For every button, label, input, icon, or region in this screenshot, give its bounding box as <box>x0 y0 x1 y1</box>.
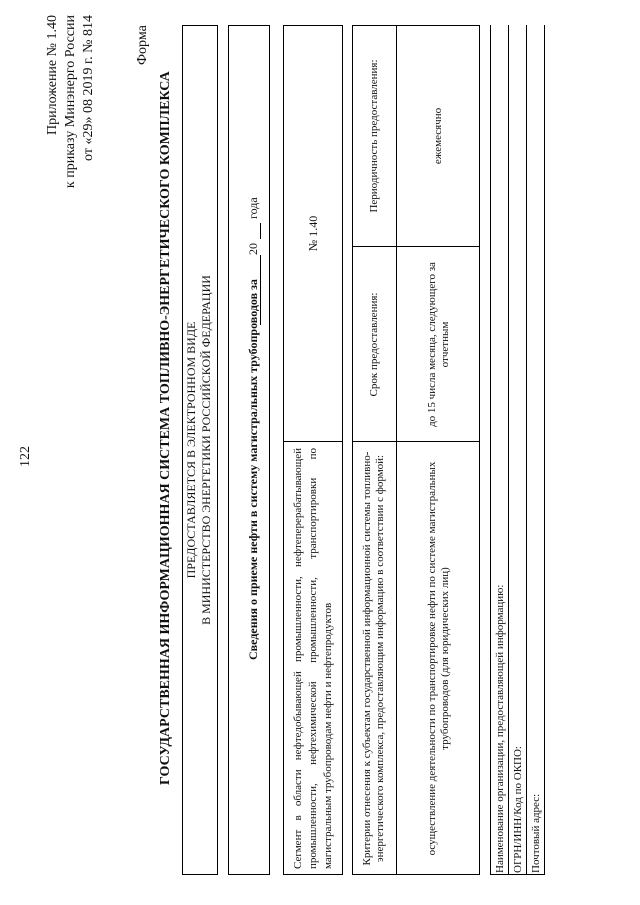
criteria-header-1: Критерии отнесения к субъектам государственной информационной системы топливно-энергетического комплекса, предоставляющим информацию в соответствии с формой: <box>361 451 386 866</box>
criteria-header-2: Срок предоставления: <box>367 292 380 397</box>
criteria-row-2: до 15 числа месяца, следующего за отчетным <box>425 262 451 427</box>
footer-top-line <box>490 25 491 875</box>
main-title: ГОСУДАРСТВЕННАЯ ИНФОРМАЦИОННАЯ СИСТЕМА ТОПЛИВНО-ЭНЕРГЕТИЧЕСКОГО КОМПЛЕКСА <box>158 71 173 785</box>
page-number: 122 <box>18 446 33 467</box>
submission-line-2: В МИНИСТЕРСТВО ЭНЕРГЕТИКИ РОССИЙСКОЙ ФЕДЕРАЦИИ <box>199 275 213 625</box>
footer-org-name: Наименование организации, предоставляющей информацию: <box>494 584 506 873</box>
criteria-header-3: Периодичность предоставления: <box>367 59 380 213</box>
form-number: № 1.40 <box>305 215 320 252</box>
footer-left-border <box>490 874 545 875</box>
report-year-suffix: года <box>246 197 260 219</box>
submission-line-1: ПРЕДОСТАВЛЯЕТСЯ В ЭЛЕКТРОННОМ ВИДЕ <box>184 321 198 579</box>
report-year-underline <box>260 223 261 239</box>
report-title-text: Сведения о приеме нефти в систему магистральных трубопроводов за <box>246 279 260 660</box>
appendix-line-1: Приложение № 1.40 <box>45 15 60 135</box>
footer-address: Почтовый адрес: <box>530 793 542 873</box>
form-label: Форма <box>135 25 150 65</box>
appendix-line-2: к приказу Минэнерго России <box>63 15 78 189</box>
footer-ogrn: ОГРН/ИНН/Код по ОКПО: <box>512 746 524 873</box>
submission-text <box>184 25 214 875</box>
footer-line-2 <box>508 25 509 875</box>
footer-line-3 <box>526 25 527 875</box>
segment-text: Сегмент в области нефтедобывающей промышленности, нефтеперерабатывающей промышленности, нефтехимической промышленности, транспортировки по магистральным трубопроводам нефти и нефтепродуктов <box>291 448 334 869</box>
appendix-block <box>44 15 98 215</box>
report-year-prefix: 20 <box>246 243 260 255</box>
report-year-line <box>260 255 261 325</box>
footer-line-4 <box>544 25 545 875</box>
appendix-line-3: от «29» 08 2019 г. № 814 <box>81 15 96 161</box>
criteria-row-3: ежемесячно <box>432 107 444 165</box>
criteria-row-1: осуществление деятельности по транспортировке нефти по системе магистральных трубопроводов (для юридических лиц) <box>425 461 451 856</box>
